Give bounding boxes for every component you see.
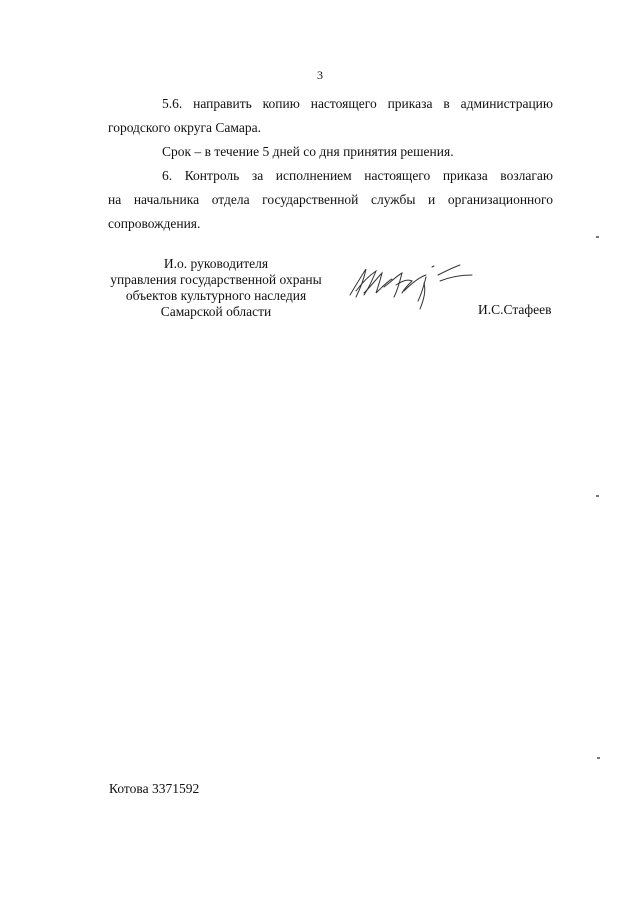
signer-title-line: объектов культурного наследия	[125, 288, 307, 303]
paragraph-6	[108, 164, 553, 236]
signer-title	[96, 256, 336, 320]
executor-contact: Котова 3371592	[109, 781, 200, 796]
signer-title-line: Самарской области	[160, 304, 272, 319]
paragraph-line: на начальника отдела государственной службы и организационного	[108, 192, 553, 207]
paragraph-line: Срок – в течение 5 дней со дня принятия решения.	[162, 144, 454, 159]
paragraph-line: городского округа Самара.	[108, 120, 261, 135]
page-number: 3	[317, 68, 323, 82]
signer-title-line: управления государственной охраны	[110, 272, 322, 287]
signer-title-line: И.о. руководителя	[163, 256, 269, 271]
scan-artifact	[597, 757, 600, 759]
handwritten-signature	[342, 255, 482, 315]
deadline-paragraph	[108, 140, 553, 164]
paragraph-line: 6. Контроль за исполнением настоящего приказа возлагаю	[162, 168, 553, 183]
paragraph-5-6	[108, 92, 553, 140]
signatory-name: И.С.Стафеев	[478, 302, 552, 317]
paragraph-line: сопровождения.	[108, 216, 201, 231]
scan-artifact	[596, 236, 599, 238]
scan-artifact	[596, 495, 599, 497]
paragraph-line: 5.6. направить копию настоящего приказа в администрацию	[162, 96, 553, 111]
